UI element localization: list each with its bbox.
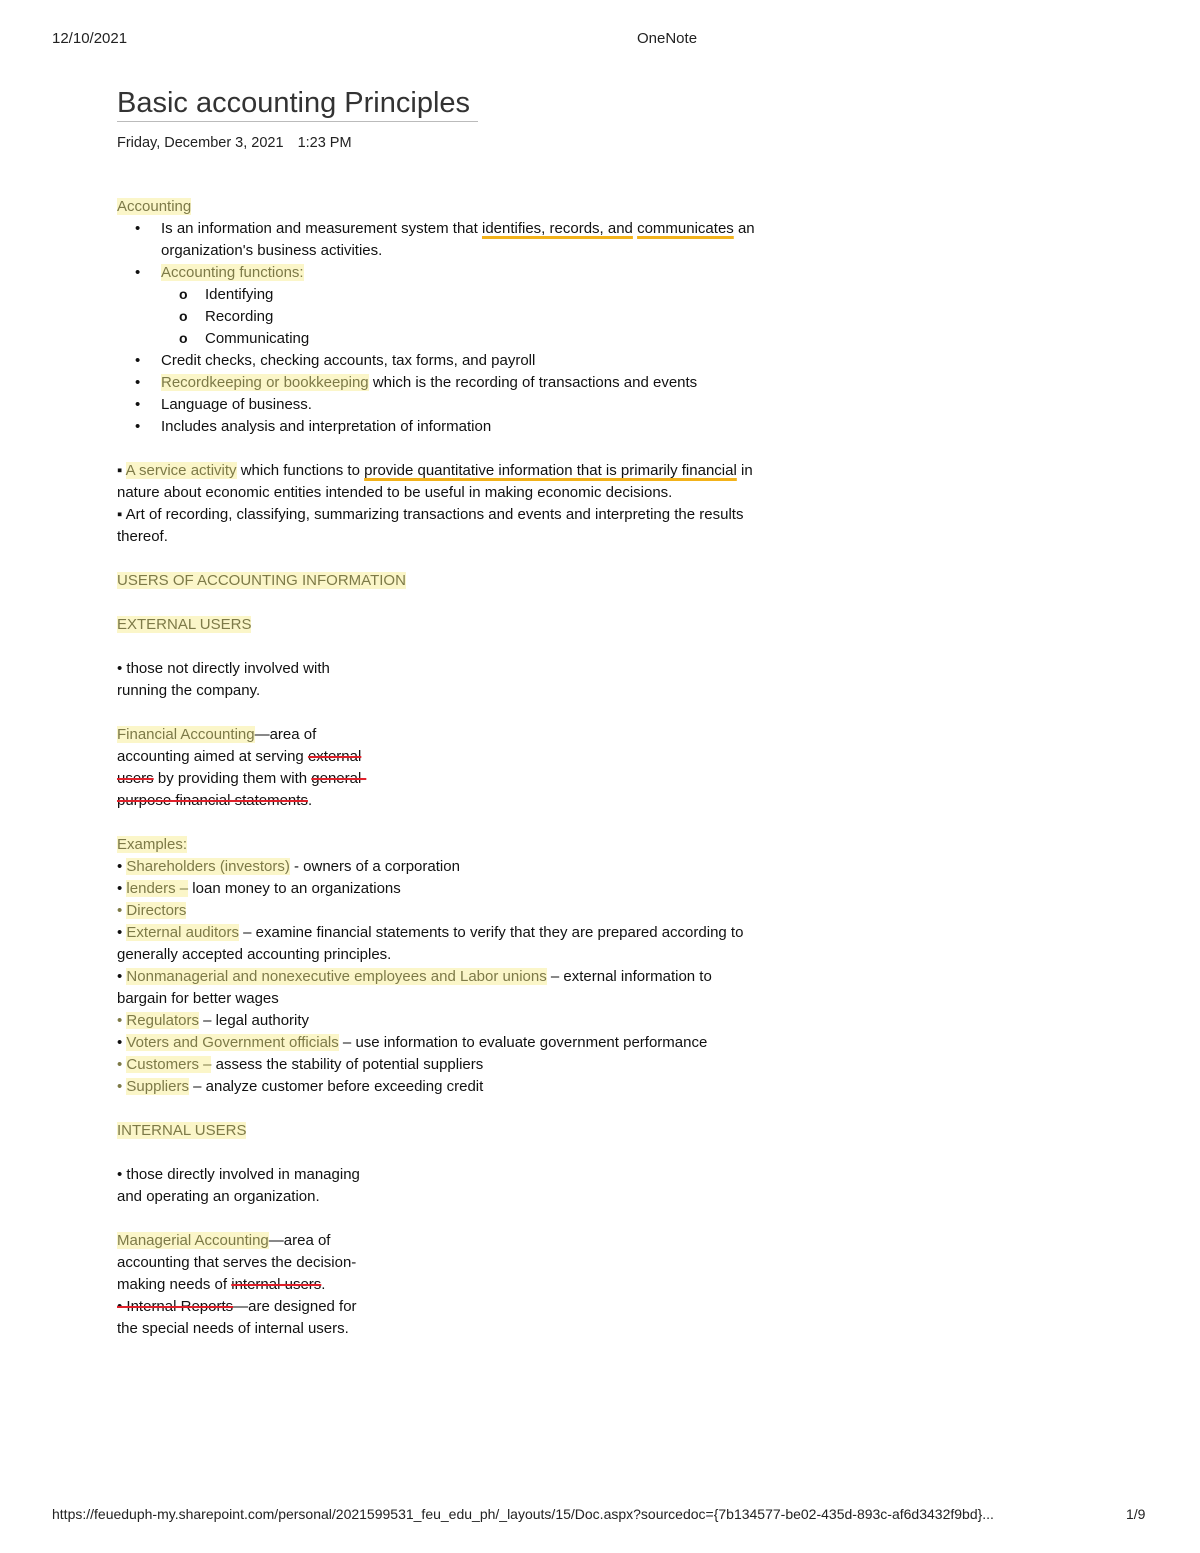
function-item: o Recording bbox=[205, 306, 757, 328]
service-paragraph bbox=[117, 460, 757, 504]
def-underlined-2: communicates bbox=[637, 220, 734, 237]
example-hl: External auditors bbox=[126, 924, 239, 941]
bullet: • bbox=[117, 968, 127, 985]
square-bullet: ▪ bbox=[117, 462, 126, 479]
mgr-acct-hl: Managerial Accounting bbox=[117, 1232, 269, 1249]
fin-acct-text-2: by providing them with bbox=[153, 770, 312, 787]
accounting-heading bbox=[117, 196, 757, 218]
list-item bbox=[161, 218, 757, 262]
bullet: • bbox=[117, 1012, 127, 1029]
external-heading-text: EXTERNAL USERS bbox=[117, 616, 252, 633]
list-item: • Includes analysis and interpretation of information bbox=[161, 416, 757, 438]
accounting-list bbox=[117, 218, 757, 438]
example-item bbox=[117, 1076, 757, 1098]
bullet: • bbox=[117, 1034, 127, 1051]
examples-list bbox=[117, 856, 757, 1098]
bullet: • bbox=[117, 924, 127, 941]
function-item: o Identifying bbox=[205, 284, 757, 306]
internal-heading-text: INTERNAL USERS bbox=[117, 1122, 247, 1139]
note-date: Friday, December 3, 2021 bbox=[117, 135, 284, 151]
bullet: • bbox=[117, 1056, 127, 1073]
example-item bbox=[117, 900, 757, 922]
example-hl: Shareholders (investors) bbox=[126, 858, 290, 875]
example-item bbox=[117, 878, 757, 900]
def-text-2: an organization's business activities. bbox=[161, 220, 755, 259]
example-text: – use information to evaluate government performance bbox=[338, 1034, 708, 1051]
note-timestamp bbox=[117, 132, 757, 154]
fin-acct-strike: external users bbox=[117, 748, 362, 787]
list-item bbox=[161, 262, 757, 350]
external-desc: • those not directly involved with running the company. bbox=[117, 660, 330, 699]
examples-label bbox=[117, 834, 757, 856]
example-hl: lenders – bbox=[126, 880, 189, 897]
page-number: 1/9 bbox=[1126, 1506, 1146, 1522]
example-text: - owners of a corporation bbox=[289, 858, 460, 875]
art-paragraph: ▪ Art of recording, classifying, summarizing transactions and events and interpreting the results thereof. bbox=[117, 506, 744, 545]
bullet: • bbox=[117, 880, 127, 897]
bullet: • bbox=[117, 858, 127, 875]
example-text: – legal authority bbox=[198, 1012, 310, 1029]
example-text: – analyze customer before exceeding credit bbox=[188, 1078, 484, 1095]
note-time: 1:23 PM bbox=[297, 135, 352, 151]
recordkeeping-hl: Recordkeeping or bookkeeping bbox=[161, 374, 369, 391]
print-date: 12/10/2021 bbox=[52, 30, 128, 47]
recordkeeping-text: which is the recording of transactions and events bbox=[368, 374, 698, 391]
app-name: OneNote bbox=[637, 30, 698, 47]
example-item bbox=[117, 856, 757, 878]
fin-acct-text: —area of accounting aimed at serving bbox=[117, 726, 317, 765]
example-text: loan money to an organizations bbox=[188, 880, 401, 897]
example-hl: Customers – bbox=[126, 1056, 212, 1073]
financial-accounting bbox=[117, 724, 367, 812]
example-hl: Suppliers bbox=[126, 1078, 189, 1095]
example-item bbox=[117, 966, 757, 1010]
users-heading-text: USERS OF ACCOUNTING INFORMATION bbox=[117, 572, 406, 589]
accounting-heading-text: Accounting bbox=[117, 198, 192, 215]
mgr-acct-strike: internal users bbox=[231, 1276, 322, 1293]
example-text: assess the stability of potential suppliers bbox=[211, 1056, 484, 1073]
mgr-acct-text: —area of accounting that serves the decision-making needs of bbox=[117, 1232, 357, 1293]
def-text: Is an information and measurement system that bbox=[161, 220, 482, 237]
functions-label: Accounting functions: bbox=[161, 264, 304, 281]
example-text: – examine financial statements to verify that they are prepared according to generally accepted accounting principles. bbox=[117, 924, 744, 963]
page-url: https://feueduph-my.sharepoint.com/personal/2021599531_feu_edu_ph/_layouts/15/Doc.aspx?sourcedoc={7b134577-be02-435d-893c-af6d3432f9bd}... bbox=[52, 1506, 994, 1522]
examples-label-text: Examples: bbox=[117, 836, 188, 853]
list-item bbox=[161, 372, 757, 394]
fin-acct-hl: Financial Accounting bbox=[117, 726, 255, 743]
example-text: – external information to bargain for better wages bbox=[117, 968, 712, 1007]
def-underlined: identifies, records, and bbox=[481, 220, 633, 237]
managerial-accounting bbox=[117, 1230, 367, 1296]
note-page bbox=[117, 85, 757, 1340]
list-item: • Language of business. bbox=[161, 394, 757, 416]
users-heading bbox=[117, 570, 757, 592]
example-item bbox=[117, 922, 757, 966]
internal-reports bbox=[117, 1296, 367, 1340]
internal-desc: • those directly involved in managing and operating an organization. bbox=[117, 1166, 360, 1205]
service-underlined: provide quantitative information that is primarily financial bbox=[364, 462, 737, 479]
fin-acct-period: . bbox=[307, 792, 313, 809]
bullet: • bbox=[117, 902, 127, 919]
mgr-acct-period: . bbox=[321, 1276, 326, 1293]
bullet: • bbox=[117, 1078, 127, 1095]
service-hl: A service activity bbox=[125, 462, 237, 479]
internal-heading bbox=[117, 1120, 757, 1142]
function-item: o Communicating bbox=[205, 328, 757, 350]
example-hl: Voters and Government officials bbox=[126, 1034, 339, 1051]
example-item bbox=[117, 1054, 757, 1076]
example-hl: Regulators bbox=[126, 1012, 199, 1029]
fin-acct-strike-2: general-purpose financial statements bbox=[117, 770, 367, 809]
service-text-2: in nature about economic entities intended to be useful in making economic decisions. bbox=[117, 462, 753, 501]
example-hl: Nonmanagerial and nonexecutive employees and Labor unions bbox=[126, 968, 547, 985]
service-text: which functions to bbox=[236, 462, 365, 479]
functions-list bbox=[161, 284, 757, 350]
example-item bbox=[117, 1010, 757, 1032]
external-heading bbox=[117, 614, 757, 636]
example-item bbox=[117, 1032, 757, 1054]
int-reports-text: —are designed for the special needs of internal users. bbox=[117, 1298, 357, 1337]
example-hl: Directors bbox=[126, 902, 187, 919]
page-title: Basic accounting Principles bbox=[117, 85, 478, 122]
list-item: • Credit checks, checking accounts, tax forms, and payroll bbox=[161, 350, 757, 372]
int-reports-strike: • Internal Reports bbox=[117, 1298, 234, 1315]
